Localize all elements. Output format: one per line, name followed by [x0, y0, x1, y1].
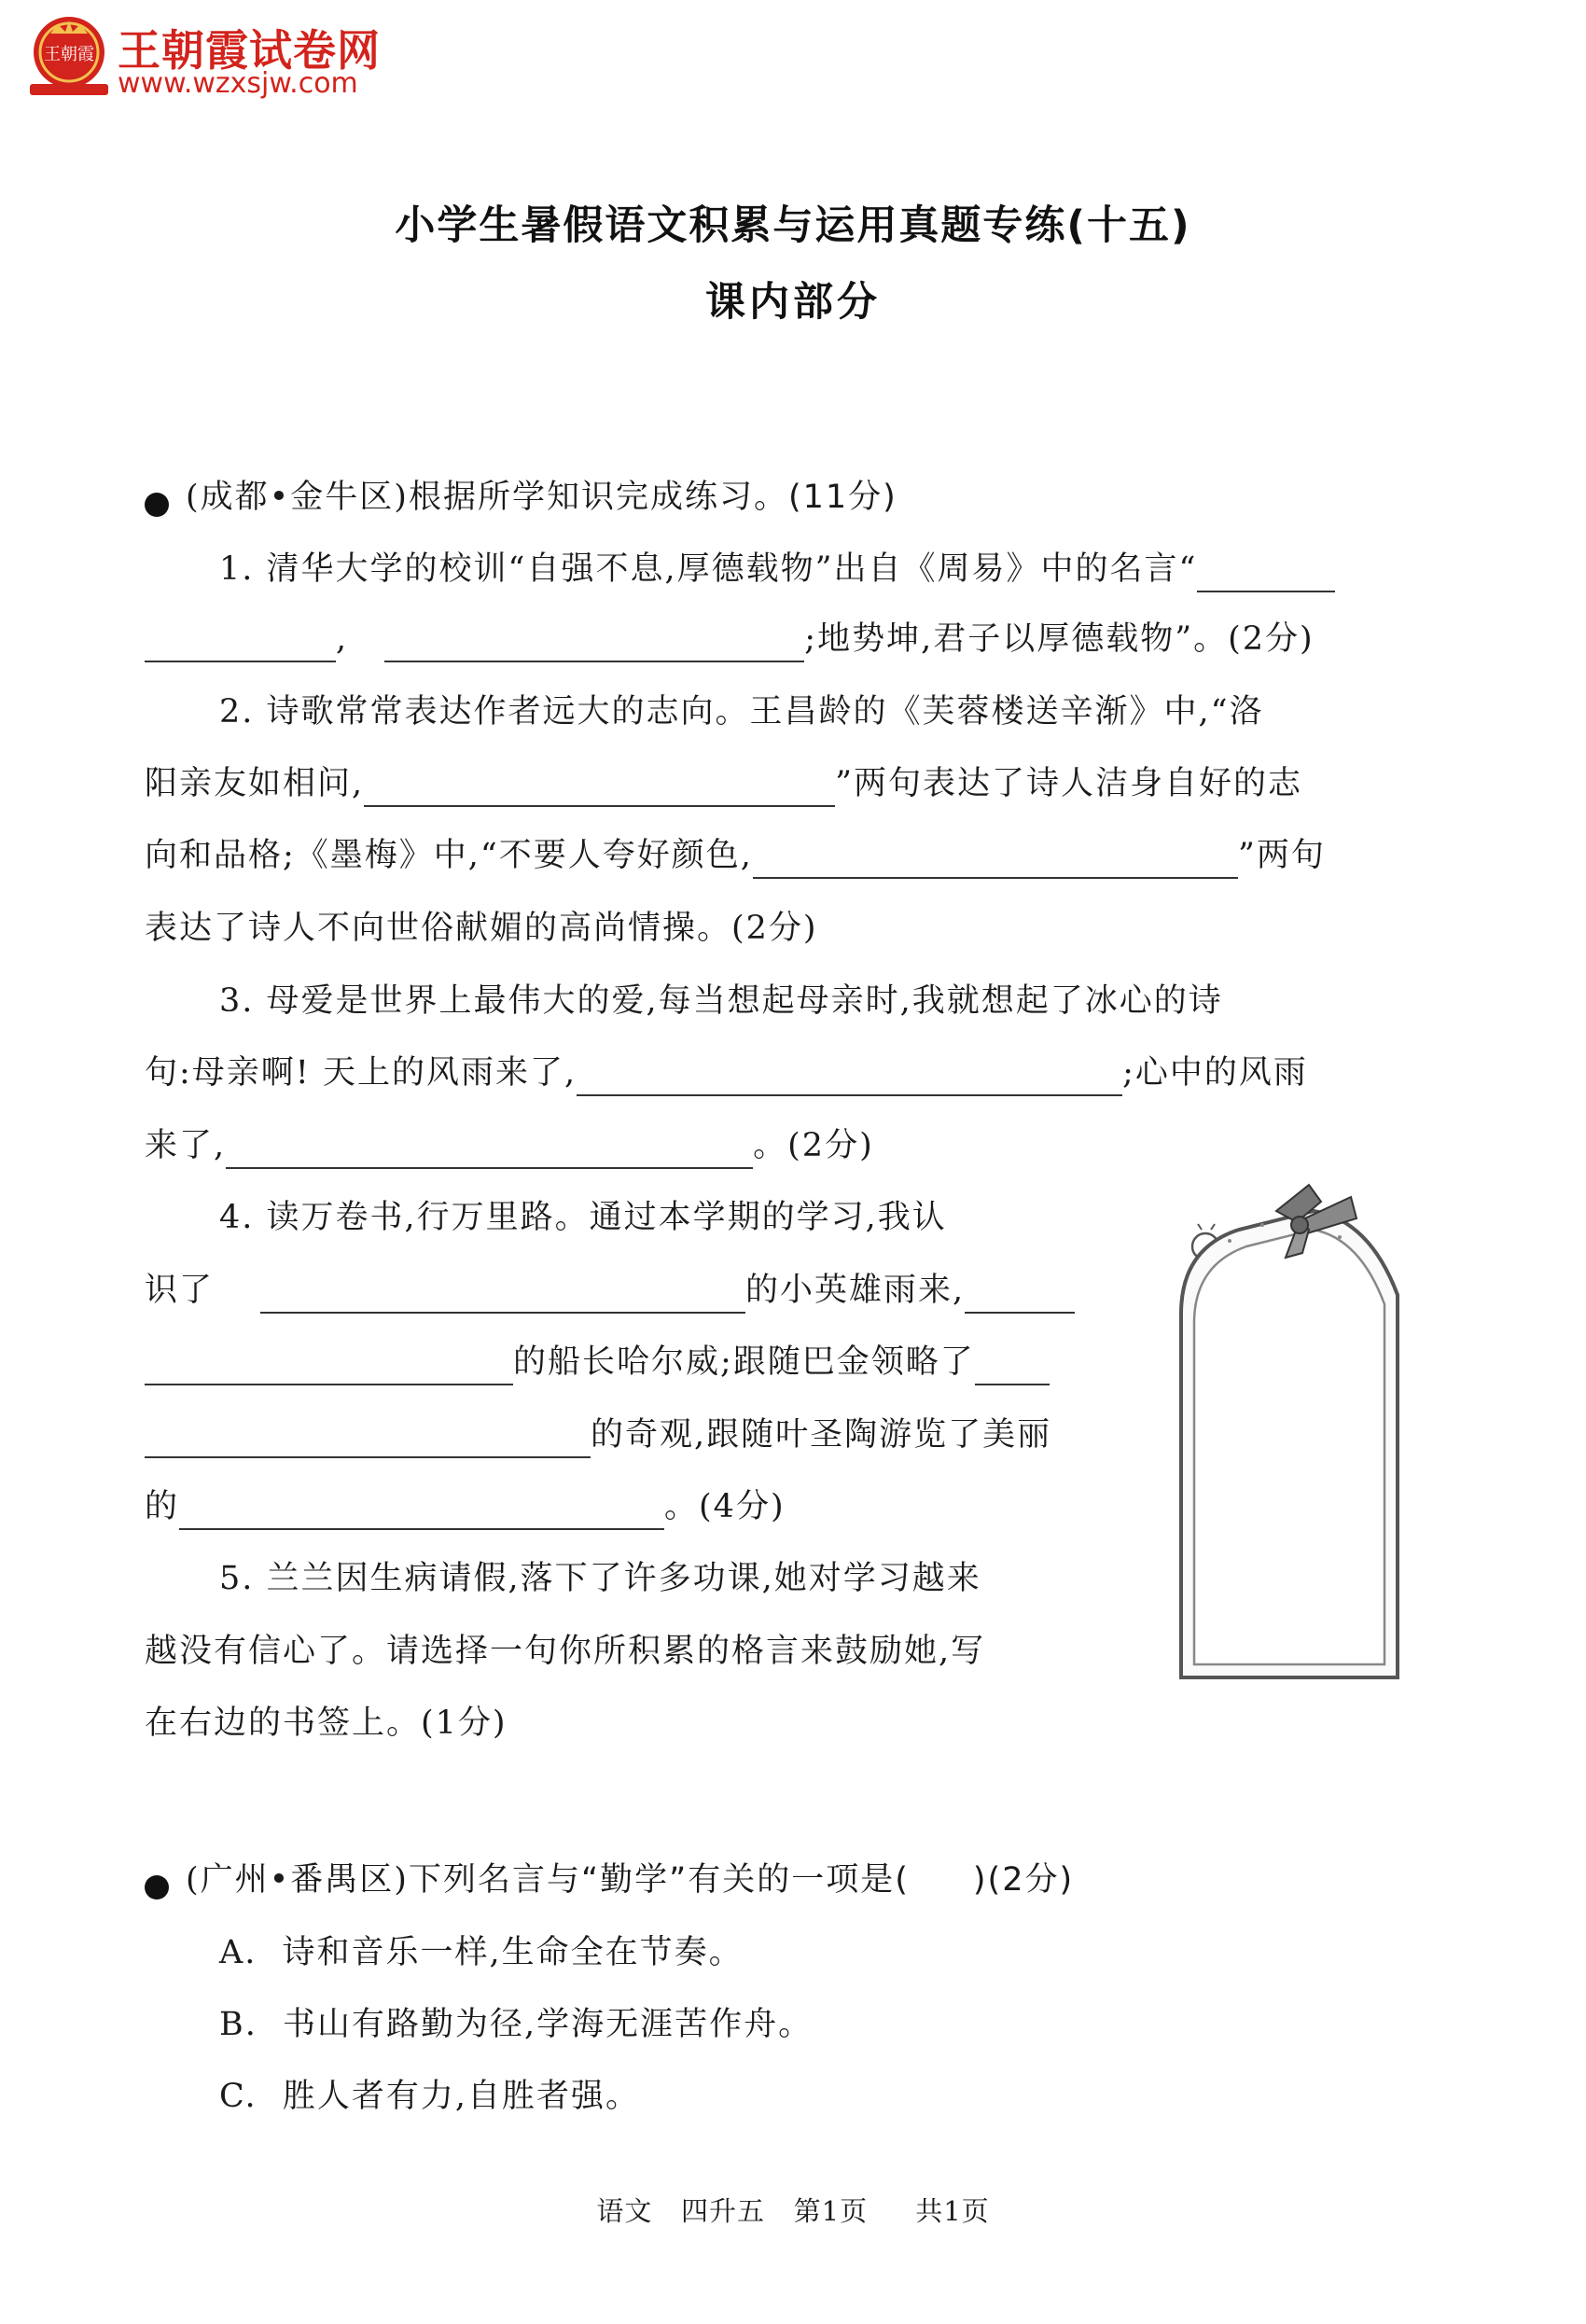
emblem-icon [24, 11, 114, 101]
q5-text1: 兰兰因生病请假,落下了许多功课,她对学习越来 [266, 1560, 981, 1597]
option-b[interactable] [219, 2001, 813, 2048]
q1-blank-c[interactable] [384, 625, 804, 662]
option-label: B. [219, 2006, 257, 2043]
section1-instruction: 根据所学知识完成练习。(11分) [408, 479, 897, 516]
section2-instruction-b: )(2分) [972, 1861, 1075, 1899]
q3-blank-b[interactable] [226, 1132, 753, 1169]
svg-text:王朝霞: 王朝霞 [44, 45, 94, 64]
q1-blank-a[interactable] [1197, 555, 1335, 592]
q1-comma: , [336, 620, 349, 658]
q3-text3b: 。(2分) [753, 1127, 874, 1164]
q5-text3: 在右边的书签上。(1分) [145, 1705, 508, 1742]
q3-line1 [219, 978, 1223, 1024]
q4-blank-b1[interactable] [965, 1276, 1075, 1314]
page-footer: 语文 四升五 第1页 共1页 [596, 2195, 990, 2227]
bookmark-answer-box[interactable] [1174, 1183, 1407, 1687]
q2-line2 [145, 760, 1302, 807]
q4-text3: 的船长哈尔威;跟随巴金领略了 [513, 1343, 975, 1381]
q4-text5b: 。(4分) [664, 1488, 786, 1525]
q4-blank-b2[interactable] [145, 1348, 513, 1385]
q4-blank-d[interactable] [179, 1493, 664, 1530]
q1-text1: 清华大学的校训“自强不息,厚德载物”出自《周易》中的名言“ [266, 550, 1198, 588]
option-a[interactable] [219, 1929, 744, 1976]
q2-text2b: ”两句表达了诗人洁身自好的志 [835, 765, 1303, 802]
q5-text2: 越没有信心了。请选择一句你所积累的格言来鼓励她,写 [145, 1633, 986, 1670]
site-name: 王朝霞试卷网 [118, 25, 381, 76]
q2-line3 [145, 832, 1326, 879]
section2-header [145, 1857, 1074, 1903]
q1-line2 [145, 616, 1315, 662]
q2-text2a: 阳亲友如相问, [145, 765, 365, 802]
q4-text4: 的奇观,跟随叶圣陶游览了美丽 [591, 1416, 1052, 1454]
q4-number: 4. [219, 1199, 255, 1236]
q3-text2b: ;心中的风雨 [1122, 1054, 1308, 1092]
option-c[interactable] [219, 2073, 640, 2120]
q4-line3 [145, 1339, 1050, 1385]
site-logo [24, 11, 397, 101]
bullet-icon [145, 1875, 169, 1900]
section1-header [145, 474, 897, 521]
page-subtitle: 课内部分 [705, 279, 881, 326]
q2-text4: 表达了诗人不向世俗献媚的高尚情操。(2分) [145, 910, 818, 947]
q4-line1 [219, 1194, 947, 1241]
q3-line2 [145, 1050, 1308, 1096]
q4-blank-a[interactable] [260, 1276, 745, 1314]
q2-line4 [145, 905, 818, 952]
q5-line3 [145, 1700, 508, 1746]
section2-instruction-a: 下列名言与“勤学”有关的一项是( [408, 1861, 910, 1899]
q3-text2a: 句:母亲啊! 天上的风雨来了, [145, 1054, 577, 1092]
site-url[interactable]: www.wzxsjw.com [118, 67, 358, 100]
option-text: 胜人者有力,自胜者强。 [282, 2078, 640, 2115]
q2-blank-a[interactable] [364, 770, 835, 807]
q1-text2: ;地势坤,君子以厚德载物”。(2分) [804, 620, 1315, 658]
q2-line1 [219, 689, 1264, 735]
option-text: 诗和音乐一样,生命全在节奏。 [282, 1934, 744, 1971]
q4-line2 [145, 1267, 1075, 1314]
q2-text1: 诗歌常常表达作者远大的志向。王昌龄的《芙蓉楼送辛渐》中,“洛 [266, 693, 1264, 731]
option-text: 书山有路勤为径,学海无涯苦作舟。 [283, 2006, 814, 2043]
q3-text1: 母爱是世界上最伟大的爱,每当想起母亲时,我就想起了冰心的诗 [266, 982, 1223, 1020]
q3-number: 3. [219, 982, 255, 1020]
option-label: C. [219, 2078, 257, 2115]
q3-blank-a[interactable] [577, 1059, 1122, 1096]
q5-line1 [219, 1555, 981, 1602]
q4-text1: 读万卷书,行万里路。通过本学期的学习,我认 [266, 1199, 947, 1236]
q5-number: 5. [219, 1560, 255, 1597]
q4-text2b: 的小英雄雨来, [745, 1272, 966, 1309]
q2-text3b: ”两句 [1237, 837, 1326, 874]
q4-line4 [145, 1412, 1051, 1458]
q5-line2 [145, 1628, 985, 1675]
option-label: A. [219, 1934, 257, 1971]
page-title: 小学生暑假语文积累与运用真题专练(十五) [395, 202, 1191, 249]
section1-source: (成都•金牛区) [186, 479, 409, 516]
q4-line5 [145, 1483, 786, 1530]
bullet-icon [145, 493, 169, 517]
q2-text3a: 向和品格;《墨梅》中,“不要人夸好颜色, [145, 837, 753, 874]
section2-source: (广州•番禺区) [186, 1861, 409, 1899]
q4-text2a: 识了 [145, 1272, 215, 1309]
q3-text3a: 来了, [145, 1127, 227, 1164]
q1-number: 1. [219, 550, 255, 588]
q1-line1 [219, 546, 1335, 592]
q4-blank-c2[interactable] [145, 1421, 591, 1458]
q2-number: 2. [219, 693, 255, 731]
q3-line3 [145, 1122, 874, 1169]
q1-blank-b[interactable] [145, 625, 336, 662]
q2-blank-b[interactable] [753, 842, 1238, 879]
q4-blank-c1[interactable] [975, 1348, 1050, 1385]
q4-text5a: 的 [145, 1488, 180, 1525]
